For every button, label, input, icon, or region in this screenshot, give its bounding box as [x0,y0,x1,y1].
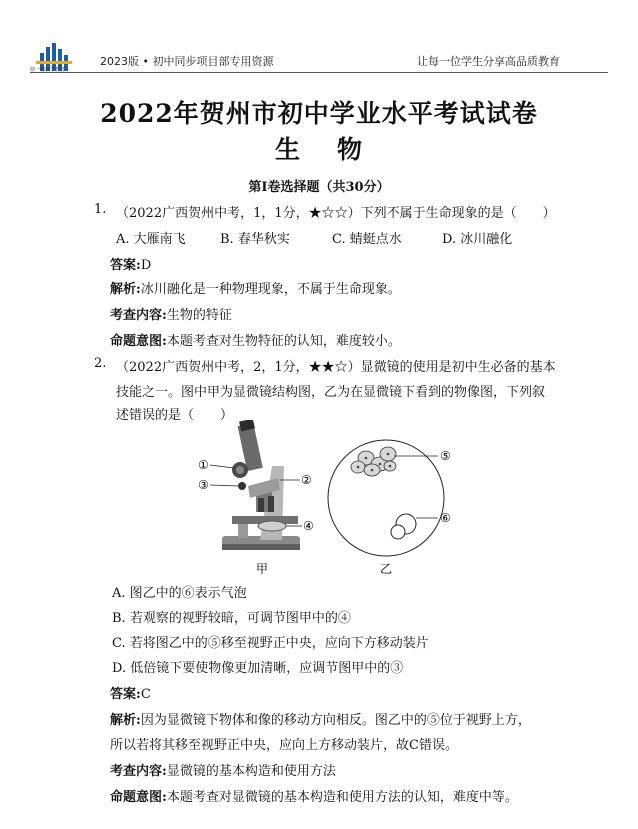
q2-analysis-line-1 [110,709,531,728]
q2-option-a: A. 图乙中的⑥表示气泡 [112,586,247,601]
q1-analysis-label: 解析: [110,282,141,297]
q2-analysis-text-2: 所以若将其移至视野正中央，应向上方移动装片，故C错误。 [110,738,458,753]
q1-answer-label: 答案: [110,258,141,273]
q2-content-label: 考查内容: [110,764,167,779]
q2-stem-line-2: 技能之一。图中甲为显微镜结构图，乙为在显微镜下看到的物像图，下列叙 [116,385,546,400]
q1-analysis-text: 冰川融化是一种物理现象，不属于生命现象。 [140,282,401,297]
logo-caption: 鼎一精科学教育 [30,67,66,73]
microscope-diagram [222,420,300,550]
q2-intent-label: 命题意图: [110,790,167,805]
q1-intent-text: 本题考查对生物特征的认知，难度较小。 [166,334,401,349]
label-5: ⑤ [440,449,451,463]
q2-answer-value: C [140,687,151,702]
q1-option-c: C. 蜻蜓点水 [332,232,402,247]
q2-analysis-label: 解析: [110,713,141,728]
q1-analysis [110,278,401,297]
label-1: ① [198,458,209,472]
header-right-text: 让每一位学生分享高品质教育 [417,55,560,68]
page-title: 2022年贺州市初中学业水平考试试卷 [100,99,538,128]
q1-option-a: A. 大雁南飞 [116,232,186,247]
q2-intent-text: 本题考查对显微镜的基本构造和使用方法的认知，难度中等。 [166,790,518,805]
subject-char-2: 物 [337,135,364,164]
q1-option-d: D. 冰川融化 [442,232,513,247]
q1-content-label: 考查内容: [110,308,167,323]
subject-title [0,130,638,166]
q2-stem-line-1: （2022广西贺州中考，2，1分，★★☆）显微镜的使用是初中生必备的基本 [116,360,556,375]
q1-option-b: B. 春华秋实 [220,232,290,247]
q2-answer-label: 答案: [110,687,141,702]
q1-intent [110,330,401,349]
q1-stem: （2022广西贺州中考，1，1分，★☆☆）下列不属于生命现象的是（ ） [116,206,556,221]
q2-content-text: 显微镜的基本构造和使用方法 [166,764,336,779]
q1-answer-value: D [140,258,152,273]
q2-option-d: D. 低倍镜下要使物像更加清晰，应调节图甲中的③ [112,661,404,676]
section-title: 第Ⅰ卷选择题（共30分） [248,180,390,195]
header-divider [30,72,608,73]
q1-number: 1. [94,202,107,217]
q2-option-c: C. 若将图乙中的⑤移至视野正中央，应向下方移动装片 [112,636,429,651]
label-6: ⑥ [440,511,451,525]
q2-option-b: B. 若观察的视野较暗，可调节图甲中的④ [112,611,351,626]
q2-number: 2. [94,356,107,371]
q1-content-text: 生物的特征 [166,308,232,323]
label-yi: 乙 [380,562,393,576]
label-2: ② [301,473,312,487]
q2-intent [110,786,518,805]
q2-answer [110,683,151,702]
q2-stem-line-3: 述错误的是（ ） [116,408,234,423]
q1-content [110,304,232,323]
q1-intent-label: 命题意图: [110,334,167,349]
q2-figure [190,420,460,580]
label-3: ③ [198,478,209,492]
label-jia: 甲 [256,562,269,576]
label-4: ④ [303,519,314,533]
q1-answer [110,254,151,273]
field-of-view-diagram [328,440,444,556]
q2-content [110,760,336,779]
subject-char-1: 生 [274,135,301,164]
header-left-text: 2023版 • 初中同步项目部专用资源 [100,55,274,68]
q1-options [116,228,512,247]
q2-analysis-text-1: 因为显微镜下物体和像的移动方向相反。图乙中的⑤位于视野上方， [140,713,531,728]
